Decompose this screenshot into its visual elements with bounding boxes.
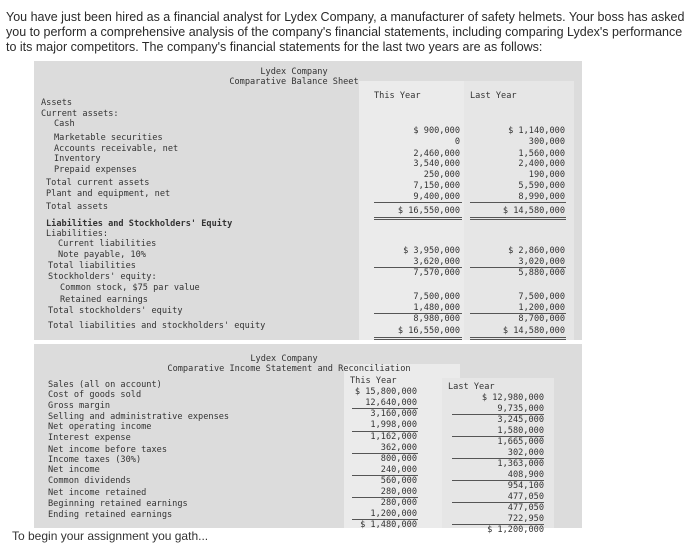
is-value-this: 280,000: [380, 498, 417, 508]
is-rule: [352, 497, 418, 498]
bs-double-rule: [374, 217, 462, 220]
is-label: Common dividends: [48, 476, 131, 486]
is-value-last: 477,050: [507, 503, 544, 513]
bs-label: Retained earnings: [60, 295, 148, 305]
bs-label: Current liabilities: [58, 239, 157, 249]
is-company-name: Lydex Company: [250, 354, 318, 364]
bs-value-this: 2,460,000: [413, 149, 460, 159]
is-label: Ending retained earnings: [48, 510, 173, 520]
is-value-last: $ 1,200,000: [487, 525, 544, 535]
bs-label: Stockholders' equity:: [48, 272, 157, 282]
is-value-last: $ 12,980,000: [481, 393, 544, 403]
bs-value-last: 1,560,000: [518, 149, 565, 159]
bs-label: Note payable, 10%: [58, 250, 146, 260]
bs-label: Total liabilities and stockholders' equity: [48, 321, 266, 331]
bs-label: Marketable securities: [54, 133, 163, 143]
is-label: Selling and administrative expenses: [48, 412, 230, 422]
is-label: Income taxes (30%): [48, 455, 142, 465]
is-value-last: 9,735,000: [497, 404, 544, 414]
bs-col-last-year: Last Year: [470, 91, 517, 101]
bs-rule: [470, 313, 566, 314]
bs-value-this: $ 16,550,000: [397, 206, 460, 216]
bs-value-this: $ 900,000: [413, 126, 460, 136]
is-value-this: 12,640,000: [365, 398, 417, 408]
is-label: Cost of goods sold: [48, 390, 142, 400]
bs-value-last: 8,990,000: [518, 192, 565, 202]
is-col-this-year: This Year: [350, 376, 397, 386]
is-rule: [352, 453, 418, 454]
is-label: Gross margin: [48, 401, 111, 411]
bs-label: Assets: [41, 98, 73, 108]
bs-value-this: 8,980,000: [413, 314, 460, 324]
is-value-last: 722,950: [507, 514, 544, 524]
is-rule: [452, 458, 544, 459]
is-label: Interest expense: [48, 433, 131, 443]
bs-value-last: $ 1,140,000: [508, 126, 565, 136]
income-statement: [34, 344, 582, 535]
is-label: Net income before taxes: [48, 445, 167, 455]
bs-label: Liabilities:: [46, 229, 109, 239]
bs-value-this: 7,570,000: [413, 268, 460, 278]
is-value-this: 240,000: [380, 465, 417, 475]
outro-text: To begin your assignment you gath...: [12, 529, 209, 543]
is-value-this: 362,000: [380, 443, 417, 453]
bs-title: Comparative Balance Sheet: [229, 77, 359, 87]
is-value-this: 1,200,000: [370, 509, 417, 519]
is-value-last: 1,665,000: [497, 437, 544, 447]
is-title: Comparative Income Statement and Reconciliation: [167, 364, 411, 374]
bs-value-last: $ 14,580,000: [502, 326, 565, 336]
bs-value-last: 2,400,000: [518, 159, 565, 169]
is-value-this: 800,000: [380, 454, 417, 464]
bs-label: Current assets:: [41, 109, 119, 119]
is-col-last-year: Last Year: [448, 382, 495, 392]
bs-value-this: 1,480,000: [413, 303, 460, 313]
is-value-last: 302,000: [507, 448, 544, 458]
bs-value-this: $ 3,950,000: [403, 246, 460, 256]
is-rule: [352, 519, 418, 520]
bs-double-rule: [374, 337, 462, 340]
bs-value-last: 7,500,000: [518, 292, 565, 302]
is-label: Net income: [48, 465, 100, 475]
is-rule: [452, 524, 544, 525]
is-value-this: 1,998,000: [370, 420, 417, 430]
bs-label: Total current assets: [46, 178, 150, 188]
bs-label: Liabilities and Stockholders' Equity: [46, 219, 233, 229]
is-value-last: 3,245,000: [497, 415, 544, 425]
bs-rule: [374, 202, 462, 203]
is-value-this: 280,000: [380, 487, 417, 497]
bs-rule: [374, 267, 462, 268]
bs-value-this: 3,620,000: [413, 257, 460, 267]
bs-value-last: 8,700,000: [518, 314, 565, 324]
bs-value-this: 7,500,000: [413, 292, 460, 302]
is-label: Beginning retained earnings: [48, 499, 188, 509]
bs-value-this: 0: [454, 137, 460, 147]
bs-double-rule: [470, 337, 566, 340]
bs-value-last: 3,020,000: [518, 257, 565, 267]
intro-paragraph: You have just been hired as a financial analyst for Lydex Company, a manufacturer of safety helmets. Your boss has asked you to perform a comprehensive analysis of the company's financial statements, including comparing Lydex's performance to its major competitors. The company's financial statements for the last two years are as follows:: [6, 10, 685, 54]
bs-label: Plant and equipment, net: [46, 189, 171, 199]
bs-value-last: 190,000: [528, 170, 565, 180]
is-value-last: 954,100: [507, 481, 544, 491]
is-value-this: 3,160,000: [370, 409, 417, 419]
bs-value-last: $ 2,860,000: [508, 246, 565, 256]
bs-value-last: 300,000: [528, 137, 565, 147]
is-label: Net income retained: [48, 488, 147, 498]
is-rule: [352, 431, 418, 432]
is-value-this: $ 1,480,000: [360, 520, 417, 530]
bs-label: Total stockholders' equity: [48, 306, 183, 316]
bs-value-this: 9,400,000: [413, 192, 460, 202]
bs-label: Cash: [54, 119, 75, 129]
is-rule: [452, 480, 544, 481]
bs-col-this-year: This Year: [374, 91, 421, 101]
bs-value-last: $ 14,580,000: [502, 206, 565, 216]
is-rule: [352, 408, 418, 409]
bs-company-name: Lydex Company: [260, 67, 328, 77]
is-value-this: 560,000: [380, 476, 417, 486]
bs-label: Prepaid expenses: [54, 165, 137, 175]
is-rule: [352, 475, 418, 476]
bs-rule: [470, 267, 566, 268]
bs-value-last: 1,200,000: [518, 303, 565, 313]
bs-value-this: 7,150,000: [413, 181, 460, 191]
is-value-last: 1,580,000: [497, 426, 544, 436]
is-value-this: 1,162,000: [370, 432, 417, 442]
balance-sheet: [34, 61, 582, 340]
bs-value-last: 5,880,000: [518, 268, 565, 278]
bs-label: Common stock, $75 par value: [60, 283, 200, 293]
bs-rule: [470, 202, 566, 203]
is-value-last: 477,050: [507, 492, 544, 502]
is-rule: [452, 436, 544, 437]
bs-label: Total liabilities: [48, 261, 136, 271]
bs-rule: [374, 313, 462, 314]
is-label: Sales (all on account): [48, 380, 162, 390]
is-rule: [452, 502, 544, 503]
bs-value-this: $ 16,550,000: [397, 326, 460, 336]
bs-label: Inventory: [54, 154, 101, 164]
bs-value-last: 5,590,000: [518, 181, 565, 191]
bs-value-this: 3,540,000: [413, 159, 460, 169]
is-rule: [452, 414, 544, 415]
bs-label: Accounts receivable, net: [54, 144, 179, 154]
is-value-last: 1,363,000: [497, 459, 544, 469]
is-value-last: 408,900: [507, 470, 544, 480]
is-label: Net operating income: [48, 422, 152, 432]
is-value-this: $ 15,800,000: [354, 387, 417, 397]
bs-label: Total assets: [46, 202, 109, 212]
bs-value-this: 250,000: [423, 170, 460, 180]
bs-double-rule: [470, 217, 566, 220]
